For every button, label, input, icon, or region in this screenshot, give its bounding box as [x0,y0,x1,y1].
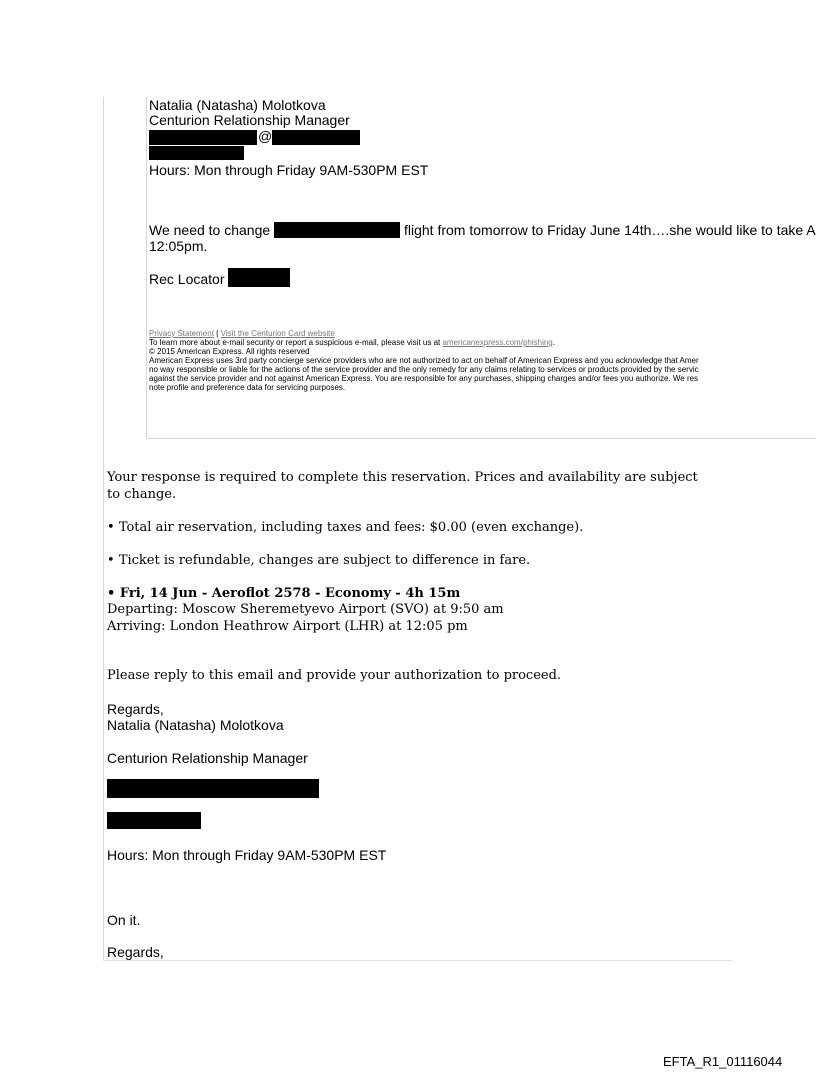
change-request-prefix: We need to change [149,222,271,238]
bullet: • [107,553,115,568]
phishing-link[interactable]: americanexpress.com/phishing [442,338,553,347]
inner-quote-bottom-rule [146,438,816,439]
reply-text: On it. [107,912,141,928]
change-request-suffix: flight from tomorrow to Friday June 14th….she would like to take A [404,222,816,238]
bullet: • [107,520,115,535]
signoff-hours: Hours: Mon through Friday 9AM-530PM EST [107,847,387,863]
reservation-intro: Your response is required to complete this reservation. Prices and availability are subject [107,470,698,485]
signoff-title: Centurion Relationship Manager [107,750,308,766]
redaction-block [149,146,244,160]
authorization-request: Please reply to this email and provide your authorization to proceed. [107,668,562,683]
sender-name: Natalia (Natasha) Molotkova [149,97,326,113]
footer-separator: | [216,329,219,338]
signoff-regards: Regards, [107,701,164,717]
disclaimer-line: no way responsible or liable for the actions of the service provider and the only remedy for any claims relating to services or products provided by the servic [149,365,699,374]
privacy-statement-link[interactable]: Privacy Statement [149,329,214,338]
redaction-block [149,130,257,145]
sender-hours: Hours: Mon through Friday 9AM-530PM EST [149,162,429,178]
redaction-block [107,812,201,829]
flight-heading-text: Fri, 14 Jun - Aeroflot 2578 - Economy - 4h 15m [119,586,461,601]
disclaimer-line: American Express uses 3rd party concierge service providers who are not authorized to act on behalf of American Express and you acknowledge that Amer [149,356,699,365]
refund-policy-text: Ticket is refundable, changes are subject to difference in fare. [118,553,531,568]
security-notice [149,338,555,347]
disclaimer-line: against the service provider and not against American Express. You are responsible for any purchases, shipping charges and/or fees you authorize. We res [149,374,699,383]
change-request-continuation: 12:05pm. [149,238,208,254]
flight-heading [107,586,460,602]
security-notice-period: . [552,338,555,347]
bullet: • [107,586,116,601]
footer-links [149,329,335,338]
rec-locator-label: Rec Locator [149,271,225,287]
fare-total-text: Total air reservation, including taxes and fees: $0.00 (even exchange). [118,520,584,535]
outer-quote-bottom-rule [103,960,733,961]
reply-regards: Regards, [107,944,164,960]
arriving-info: Arriving: London Heathrow Airport (LHR) at 12:05 pm [107,619,468,634]
signoff-name: Natalia (Natasha) Molotkova [107,717,284,733]
inner-quote-border [146,97,147,439]
sender-title: Centurion Relationship Manager [149,112,350,128]
fare-total-item [107,520,583,536]
refund-policy-item [107,553,530,569]
redaction-block [107,779,319,798]
outer-quote-border [103,97,104,961]
disclaimer-line: note profile and preference data for servicing purposes. [149,383,346,392]
redaction-block [228,268,290,287]
redaction-block [272,130,360,145]
departing-info: Departing: Moscow Sheremetyevo Airport (SVO) at 9:50 am [107,602,504,617]
reservation-intro-continued: to change. [107,487,177,502]
copyright-notice: © 2015 American Express. All rights reserved [149,347,310,356]
security-notice-text: To learn more about e-mail security or report a suspicious e-mail, please visit us at [149,338,441,347]
centurion-card-link[interactable]: Visit the Centurion Card website [220,329,335,338]
email-at-sign: @ [258,128,273,144]
redaction-block [274,222,400,238]
document-id: EFTA_R1_01116044 [663,1054,783,1069]
